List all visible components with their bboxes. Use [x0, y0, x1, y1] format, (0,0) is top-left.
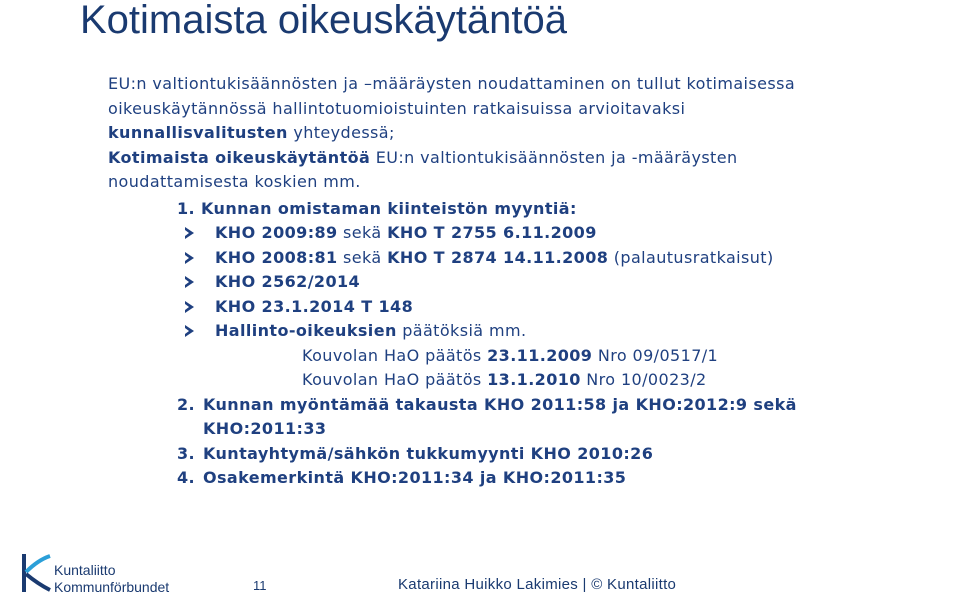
intro-line: [108, 146, 948, 171]
sub-text: Kouvolan HaO päätös: [302, 345, 488, 365]
page-number: 11: [253, 578, 267, 593]
list-number: 3.: [177, 443, 196, 463]
list-item-text: Osakemerkintä KHO:2011:34 ja KHO:2011:35: [203, 468, 627, 487]
bullet-item: [108, 270, 948, 295]
bullet-bold-text: KHO T 2874 14.11.2008: [387, 247, 609, 267]
arrow-bullet-icon: [185, 301, 194, 313]
footer-author: Katariina Huikko Lakimies | © Kuntaliitto: [398, 576, 677, 593]
list-item-text: KHO:2011:33: [203, 419, 327, 438]
intro-text: EU:n valtiontukisäännösten ja -määräysten: [370, 147, 738, 167]
list-item-1: [108, 197, 948, 222]
intro-line: [108, 72, 948, 97]
bullet-bold-text: KHO T 2755 6.11.2009: [387, 223, 597, 242]
sub-line: [108, 368, 948, 393]
bullet-item: [108, 295, 948, 320]
list-item-text: Kunnan myöntämää takausta KHO 2011:58 ja KHO:2012:9 sekä: [203, 394, 797, 414]
sub-line: [108, 344, 948, 369]
intro-line: [108, 97, 948, 122]
bullet-item: [108, 221, 948, 246]
arrow-bullet-icon: [185, 325, 194, 337]
logo-line-2: Kommunförbundet: [54, 579, 170, 595]
bullet-bold-text: KHO 23.1.2014 T 148: [215, 296, 414, 316]
list-number: 4.: [177, 468, 196, 487]
list-item-text: Kunnan omistaman kiinteistön myyntiä:: [201, 198, 577, 218]
intro-text: oikeuskäytännössä hallintotuomioistuinten ratkaisuissa arvioitavaksi: [108, 98, 686, 118]
list-item-4: [108, 466, 948, 491]
list-item-text: Kuntayhtymä/sähkön tukkumyynti KHO 2010:26: [203, 443, 654, 463]
bullet-item: [108, 246, 948, 271]
intro-text: yhteydessä;: [287, 123, 395, 142]
sub-text: Kouvolan HaO päätös: [302, 370, 488, 389]
sub-bold-text: 23.11.2009: [487, 345, 593, 365]
list-item-3: [108, 442, 948, 467]
arrow-bullet-icon: [185, 227, 194, 239]
bullet-text: sekä: [337, 247, 388, 267]
intro-line: [108, 121, 948, 146]
slide-title: Kotimaista oikeuskäytäntöä: [80, 0, 567, 42]
sub-bold-text: 13.1.2010: [487, 370, 581, 389]
bullet-text: sekä: [337, 223, 388, 242]
bullet-bold-text: KHO 2009:89: [215, 223, 338, 242]
intro-bold-text: Kotimaista oikeuskäytäntöä: [108, 147, 371, 167]
list-item-2: [108, 393, 948, 418]
kuntaliitto-logo-icon: [20, 552, 54, 594]
list-number: 2.: [177, 394, 196, 414]
bullet-text: (palautusratkaisut): [608, 247, 774, 267]
sub-text: Nro 10/0023/2: [580, 370, 707, 389]
logo-wordmark: [54, 562, 169, 596]
bullet-item: [108, 319, 948, 344]
sub-text: Nro 09/0517/1: [592, 345, 719, 365]
intro-text: noudattamisesta koskien mm.: [108, 172, 361, 191]
bullet-text: päätöksiä mm.: [396, 321, 527, 340]
intro-bold-text: kunnallisvalitusten: [108, 123, 288, 142]
arrow-bullet-icon: [185, 276, 194, 288]
logo-line-1: Kuntaliitto: [54, 562, 116, 578]
list-item-2-continuation: [108, 417, 948, 442]
bullet-bold-text: Hallinto-oikeuksien: [215, 321, 397, 340]
arrow-bullet-icon: [185, 252, 194, 264]
slide-content: [108, 72, 948, 491]
intro-text: EU:n valtiontukisäännösten ja –määräysten noudattaminen on tullut kotimaisessa: [108, 74, 796, 93]
bullet-bold-text: KHO 2562/2014: [215, 272, 361, 291]
bullet-bold-text: KHO 2008:81: [215, 247, 338, 267]
list-number: 1.: [177, 198, 196, 218]
intro-line: [108, 170, 948, 195]
